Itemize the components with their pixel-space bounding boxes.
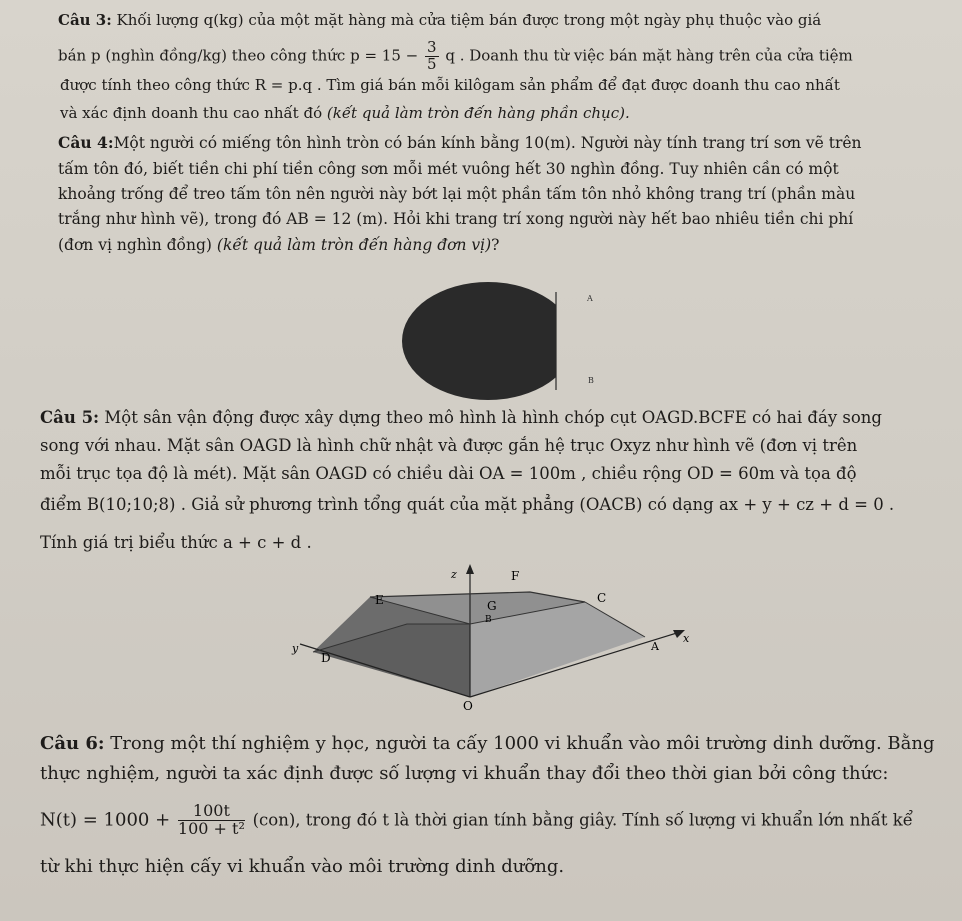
q5-line-2 (40, 438, 857, 455)
q4-label: Câu 4: (58, 133, 114, 152)
q5-label-y: y (292, 642, 299, 655)
q5-label-d: D (321, 651, 331, 665)
q6-text-4: từ khi thực hiện cấy vi khuẩn vào môi trường dinh dưỡng. (40, 856, 565, 877)
q5-label-c: C (597, 591, 607, 605)
q3-line-1 (58, 13, 821, 28)
q5-label-f: F (511, 569, 520, 583)
q6-line-2 (40, 765, 888, 783)
q3-label: Câu 3: (58, 11, 112, 29)
q4-text-2: tấm tôn đó, biết tiền chi phí tiền công sơn mỗi mét vuông hết 30 nghìn đồng. Tuy nhiên cần có một (58, 160, 839, 178)
q5-pyramid-figure (285, 562, 705, 712)
q5-line-5 (40, 535, 312, 552)
q4-circle-figure (395, 275, 595, 410)
q5-label-a: A (651, 640, 659, 653)
q3-line-4 (60, 106, 630, 121)
q6-line-1 (40, 735, 934, 753)
q4-line-5 (58, 238, 499, 254)
q3-frac-num: 3 (427, 38, 437, 56)
q4-line-4 (58, 212, 853, 228)
q4-text-5a: (đơn vị nghìn đồng) (58, 236, 217, 254)
q4-text-1: Một người có miếng tôn hình tròn có bán kính bằng 10(m). Người này tính trang trí sơn vẽ trên (113, 134, 862, 152)
q3-text-2b: q . Doanh thu từ việc bán mặt hàng trên của cửa tiệm (445, 46, 853, 65)
q3-line-3 (60, 78, 840, 93)
q5-text-3: mỗi trục tọa độ là mét). Mặt sân OAGD có chiều dài OA = 100m , chiều rộng OD = 60m và tọa độ (40, 464, 857, 483)
q3-frac-den: 5 (427, 54, 437, 73)
q3-text-2a: bán p (nghìn đồng/kg) theo công thức p = 15 − (58, 46, 419, 65)
q5-text-1: Một sân vận động được xây dựng theo mô hình là hình chóp cụt OAGD.BCFE có hai đáy song (99, 408, 882, 427)
q4-text-5b: (kết quả làm tròn đến hàng đơn vị) (216, 236, 492, 254)
q6-text-3b: (con), trong đó t là thời gian tính bằng giây. Tính số lượng vi khuẩn lớn nhất kể (252, 810, 913, 830)
q3-text-4a: và xác định doanh thu cao nhất đó (60, 104, 327, 122)
q4-text-3: khoảng trống để treo tấm tôn nên người này bớt lại một phần tấm tôn nhỏ không trang trí (phần màu (58, 185, 856, 203)
q6-text-1: Trong một thí nghiệm y học, người ta cấy 1000 vi khuẩn vào môi trường dinh dưỡng. Bằng (104, 733, 935, 754)
q6-label: Câu 6: (40, 733, 105, 754)
q5-label-e: E (375, 593, 384, 607)
q4-text-5c: ? (491, 236, 500, 254)
q5-text-5: Tính giá trị biểu thức a + c + d . (40, 533, 312, 552)
q6-frac-den: 100 + t² (177, 818, 245, 838)
q5-label-z: z (451, 568, 457, 581)
q3-text-3: được tính theo công thức R = p.q . Tìm giá bán mỗi kilôgam sản phẩm để đạt được doanh thu cao nhất (60, 76, 840, 94)
q5-label-g: G (487, 599, 497, 613)
q4-painted-region (402, 282, 574, 400)
q5-text-2: song với nhau. Mặt sân OAGD là hình chữ nhật và được gắn hệ trục Oxyz như hình vẽ (đơn vị trên (40, 436, 858, 455)
q5-text-4: điểm B(10;10;8) . Giả sử phương trình tổng quát của mặt phẳng (OACB) có dạng ax + y + cz + d = 0 . (40, 495, 895, 514)
q3-fraction (425, 40, 439, 73)
q4-line-1 (58, 135, 862, 152)
q5-label-b: B (485, 615, 492, 625)
q3-text-4b: (kết quả làm tròn đến hàng phần chục). (326, 104, 630, 122)
q4-label-b: B (588, 376, 594, 385)
q5-line-3 (40, 466, 857, 483)
q5-line-1 (40, 410, 882, 427)
q5-axis-z-arrow (466, 564, 474, 574)
q4-label-a: A (587, 294, 593, 303)
q3-text-1: Khối lượng q(kg) của một mặt hàng mà cửa tiệm bán được trong một ngày phụ thuộc vào giá (111, 11, 822, 29)
q4-line-3 (58, 187, 855, 203)
q3-line-2 (58, 40, 853, 73)
q6-text-3a: N(t) = 1000 + (40, 809, 171, 831)
q5-label-x: x (683, 632, 690, 645)
q6-fraction (178, 803, 245, 838)
q5-label: Câu 5: (40, 408, 100, 427)
q6-line-3 (40, 803, 913, 838)
q5-line-4 (40, 497, 894, 514)
q4-line-2 (58, 162, 839, 178)
q5-label-o: O (463, 699, 473, 712)
q6-text-2: thực nghiệm, người ta xác định được số lượng vi khuẩn thay đổi theo thời gian bởi công thức: (40, 763, 889, 784)
q4-text-4: trắng như hình vẽ), trong đó AB = 12 (m). Hỏi khi trang trí xong người này hết bao nhiêu tiền chi phí (58, 210, 854, 228)
q6-frac-num: 100t (178, 803, 245, 821)
q6-line-4 (40, 858, 564, 876)
